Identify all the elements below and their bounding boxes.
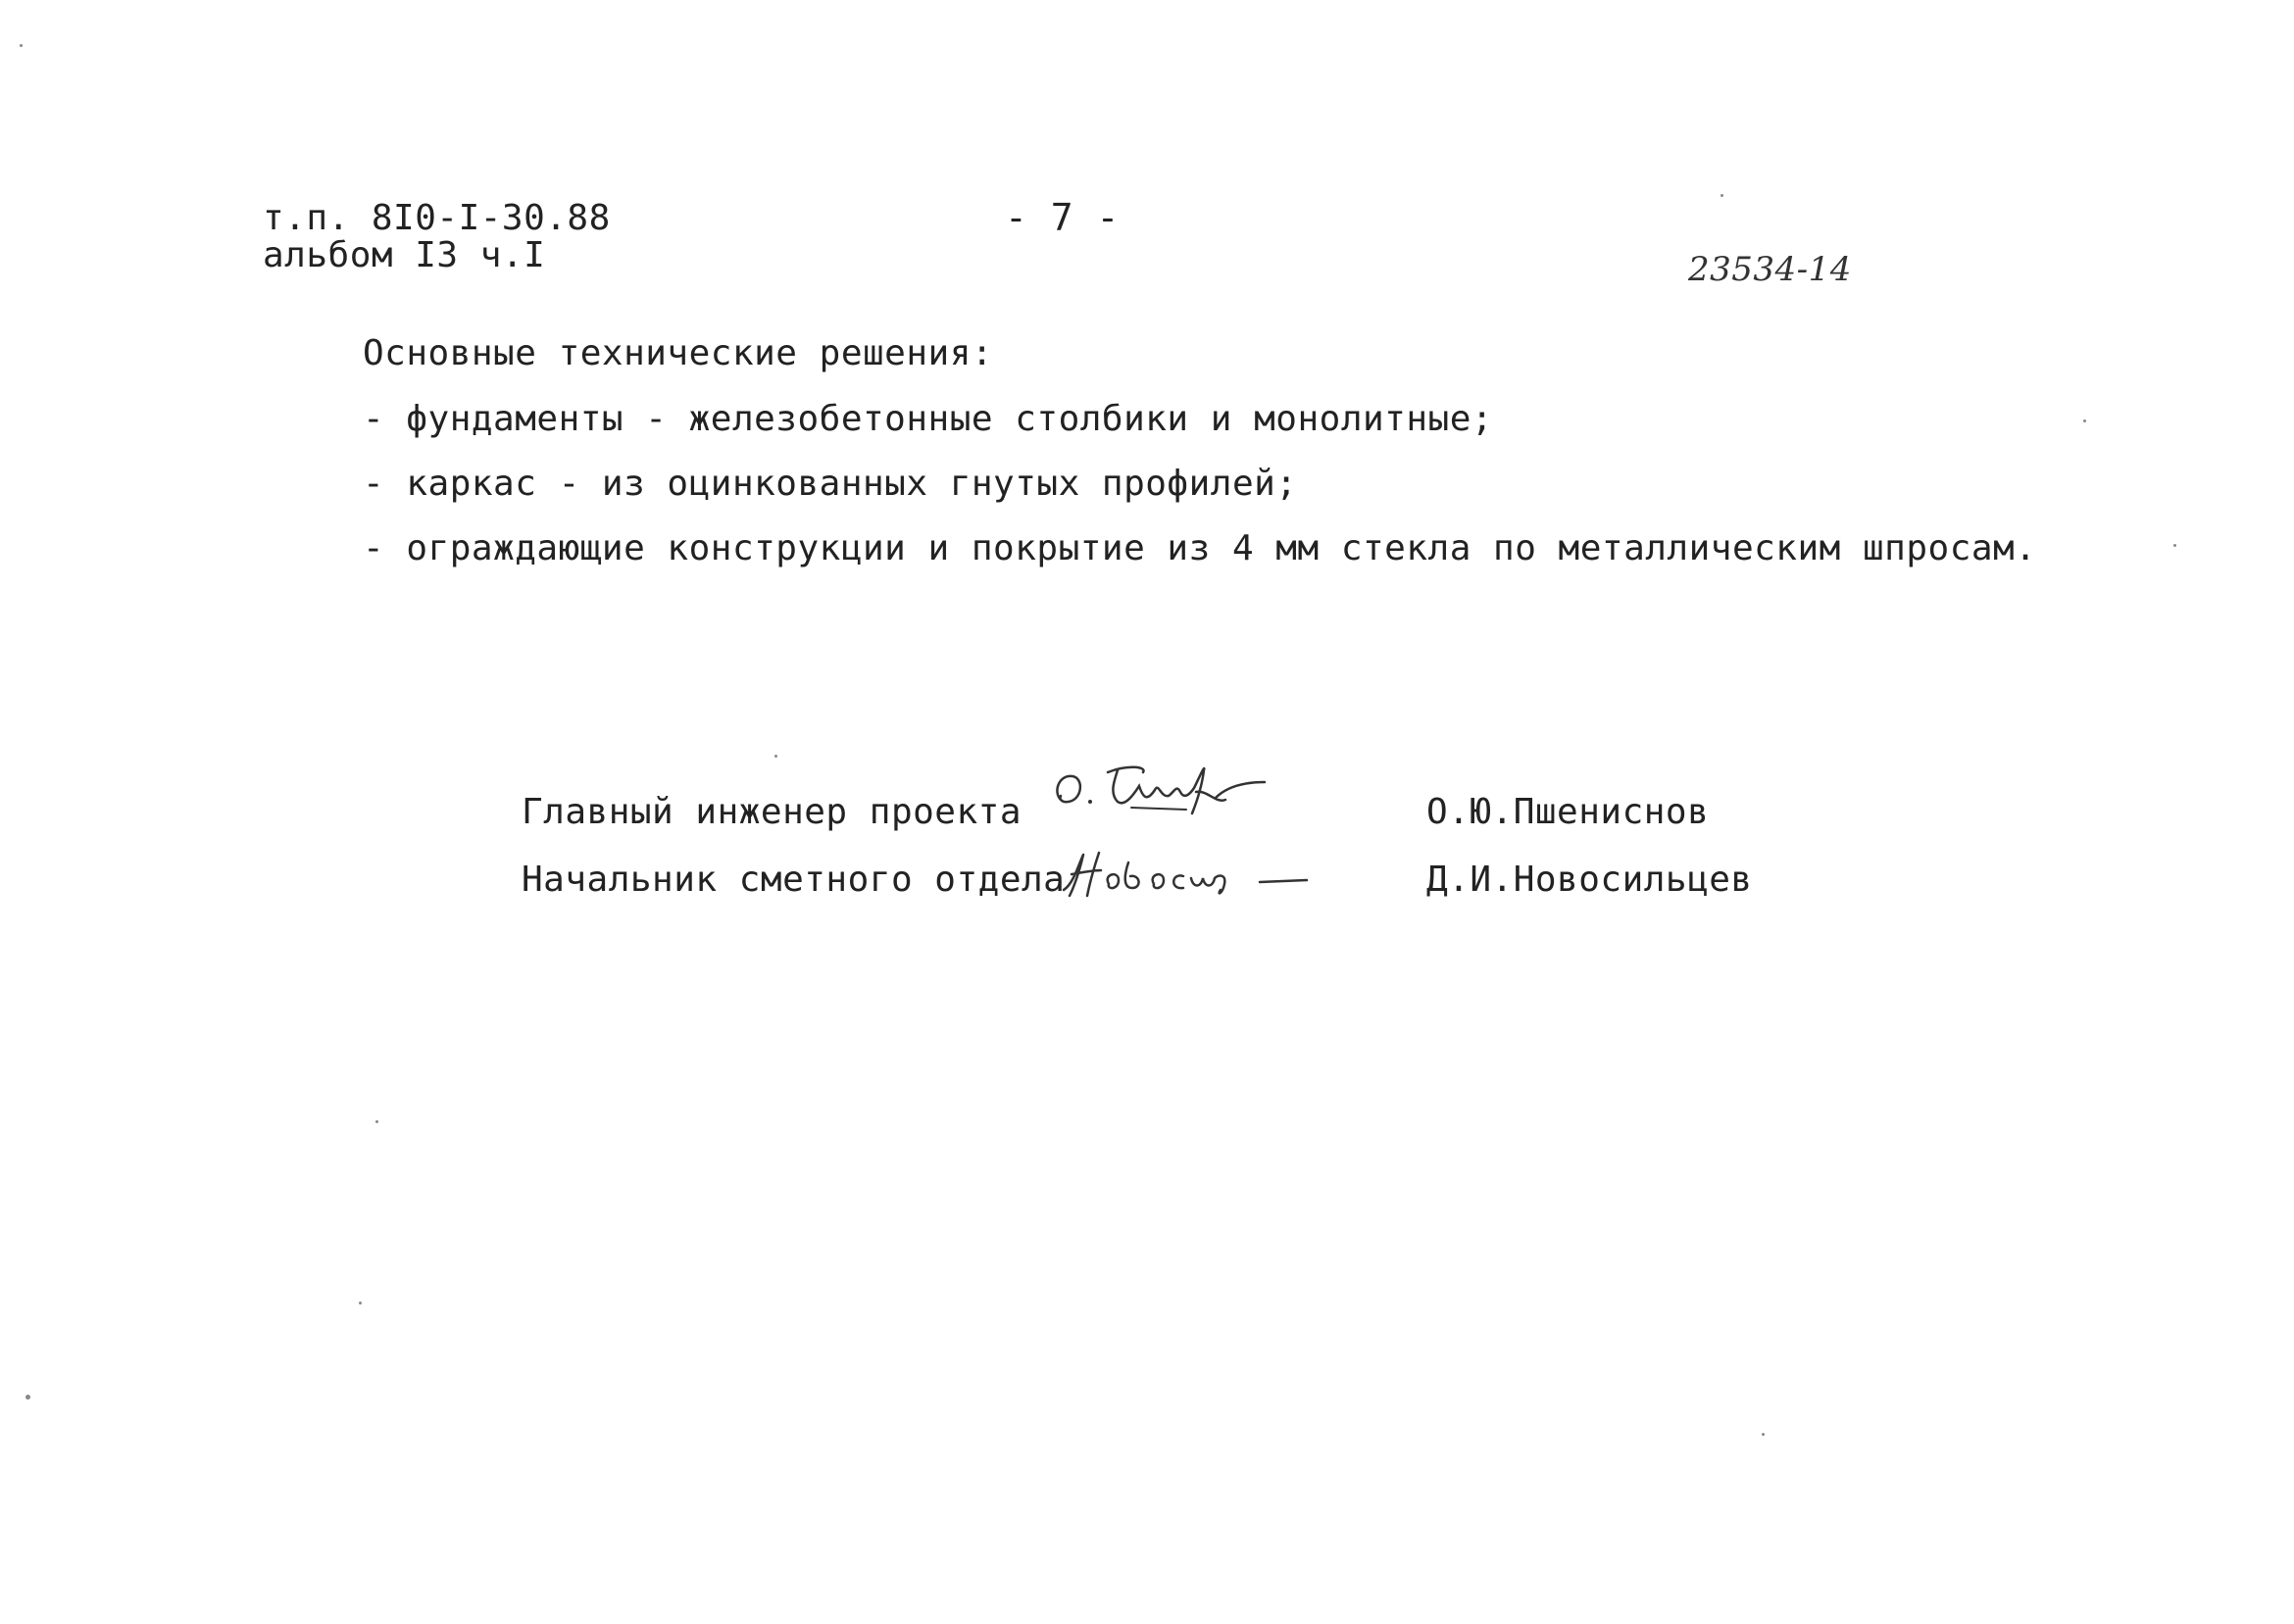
scan-speck xyxy=(20,44,23,47)
section-heading: Основные технические решения: xyxy=(363,333,994,373)
signature-name-chief-engineer: О.Ю.Пшениснов xyxy=(1426,792,1710,832)
handwritten-signature xyxy=(1054,845,1348,904)
scan-speck xyxy=(1762,1433,1765,1436)
document-reference: т.п. 8I0-I-30.88 xyxy=(263,198,611,238)
scan-speck xyxy=(25,1395,30,1400)
page-number: - 7 - xyxy=(1005,196,1120,239)
scan-speck xyxy=(774,755,777,758)
scan-speck xyxy=(1720,194,1723,197)
scan-speck xyxy=(359,1302,362,1304)
handwritten-signature xyxy=(1049,753,1294,831)
scan-speck xyxy=(2083,419,2086,422)
signature-title-chief-engineer: Главный инженер проекта xyxy=(522,792,1022,832)
scan-speck xyxy=(375,1120,378,1123)
list-item: - каркас - из оцинкованных гнутых профилей; xyxy=(363,464,1298,504)
list-item: - ограждающие конструкции и покрытие из 4 мм стекла по металлическим шпросам. xyxy=(363,528,2037,568)
signature-title-estimate-head: Начальник сметного отдела xyxy=(522,860,1066,900)
document-number: 23534-14 xyxy=(1688,250,1852,289)
list-item: - фундаменты - железобетонные столбики и монолитные; xyxy=(363,399,1494,439)
album-reference: альбом I3 ч.I xyxy=(263,235,546,275)
scan-speck xyxy=(2173,544,2176,547)
signature-name-estimate-head: Д.И.Новосильцев xyxy=(1426,860,1753,900)
